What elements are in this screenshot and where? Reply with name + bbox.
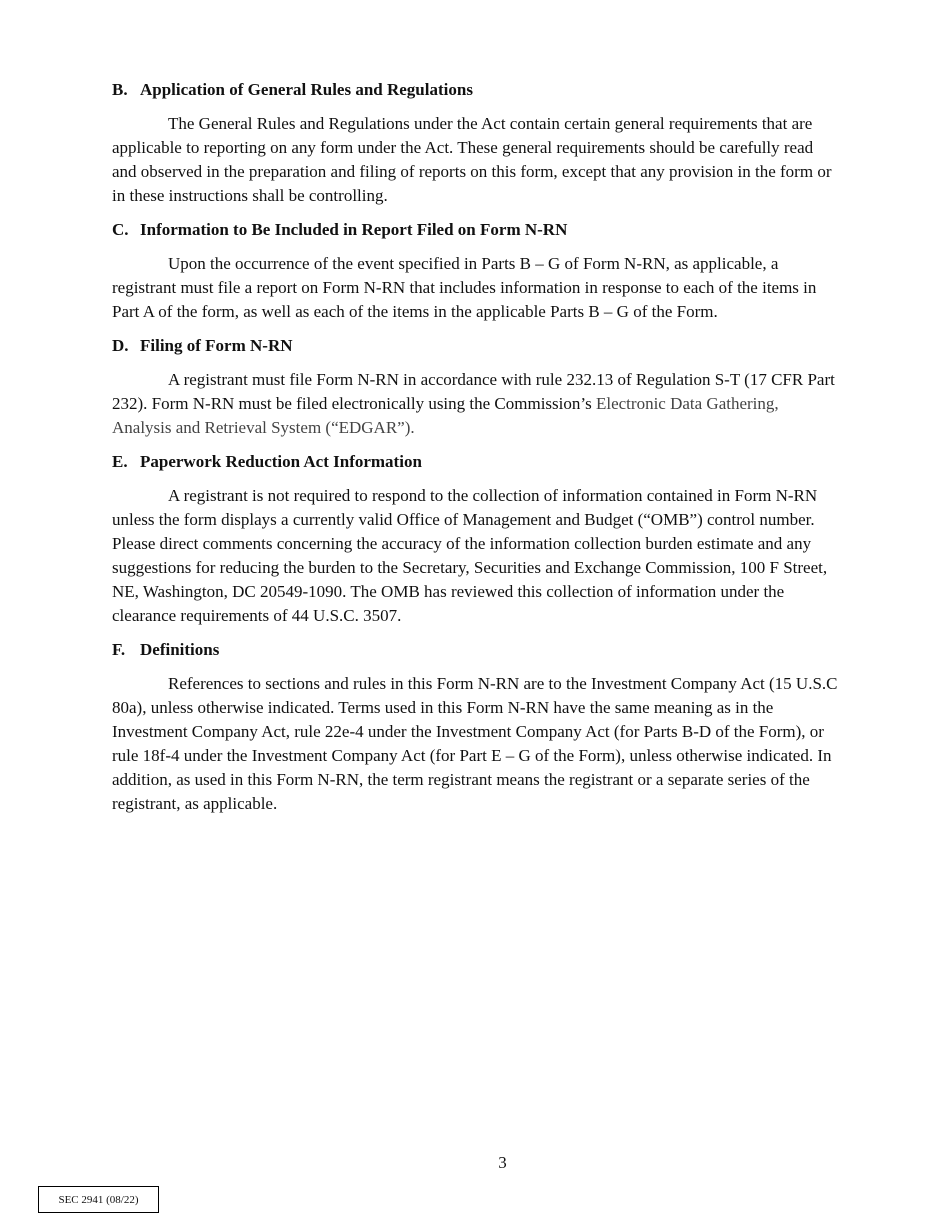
section-letter: D. xyxy=(112,336,129,355)
section-f xyxy=(112,638,840,816)
page-number: 3 xyxy=(498,1153,507,1172)
section-heading xyxy=(112,638,840,662)
section-heading xyxy=(112,218,840,242)
section-heading xyxy=(112,78,840,102)
section-paragraph: References to sections and rules in this Form N-RN are to the Investment Company Act (15 U.S.C 80a), unless otherwise indicated. Terms used in this Form N-RN have the same meaning as in the Investment Company Act, rule 22e-4 under the Investment Company Act (for Parts B-D of the Form), or rule 18f-4 under the Investment Company Act (for Part E – G of the Form), unless otherwise indicated. In addition, as used in this Form N-RN, the term registrant means the registrant or a separate series of the registrant, as applicable. xyxy=(112,674,838,813)
edgar-reference-text: Electronic Data Gathering, Analysis and Retrieval System (“EDGAR”). xyxy=(112,394,779,437)
form-code-box: SEC 2941 (08/22) xyxy=(38,1186,159,1213)
section-letter: F. xyxy=(112,640,126,659)
section-title: Application of General Rules and Regulations xyxy=(140,80,473,99)
section-title: Definitions xyxy=(140,640,220,659)
document-body xyxy=(112,78,840,826)
section-title: Paperwork Reduction Act Information xyxy=(140,452,422,471)
section-letter: E. xyxy=(112,452,128,471)
section-heading xyxy=(112,334,840,358)
section-letter: B. xyxy=(112,80,128,99)
section-paragraph: The General Rules and Regulations under the Act contain certain general requirements that are applicable to reporting on any form under the Act. These general requirements should be carefully read and observed in the preparation and filing of reports on this form, except that any provision in the form or in these instructions shall be controlling. xyxy=(112,114,832,205)
paragraph-text: A registrant must file Form N-RN in accordance with rule 232.13 of Regulation S-T (17 CFR Part 232). Form N-RN must be filed electronically using the Commission’s xyxy=(112,370,835,413)
section-e xyxy=(112,450,840,628)
section-paragraph: Upon the occurrence of the event specified in Parts B – G of Form N-RN, as applicable, a registrant must file a report on Form N-RN that includes information in response to each of the items in Part A of the form, as well as each of the items in the applicable Parts B – G of the Form. xyxy=(112,254,817,321)
section-c xyxy=(112,218,840,324)
section-d xyxy=(112,334,840,440)
section-paragraph xyxy=(112,368,840,440)
section-paragraph: A registrant is not required to respond to the collection of information contained in Form N-RN unless the form displays a currently valid Office of Management and Budget (“OMB”) control number. Please direct comments concerning the accuracy of the information collection burden estimate and any suggestions for reducing the burden to the Secretary, Securities and Exchange Commission, 100 F Street, NE, Washington, DC 20549-1090. The OMB has reviewed this collection of information under the clearance requirements of 44 U.S.C. 3507. xyxy=(112,486,828,625)
section-letter: C. xyxy=(112,220,129,239)
section-b xyxy=(112,78,840,208)
section-title: Filing of Form N-RN xyxy=(140,336,293,355)
section-title: Information to Be Included in Report Filed on Form N-RN xyxy=(140,220,568,239)
section-heading xyxy=(112,450,840,474)
